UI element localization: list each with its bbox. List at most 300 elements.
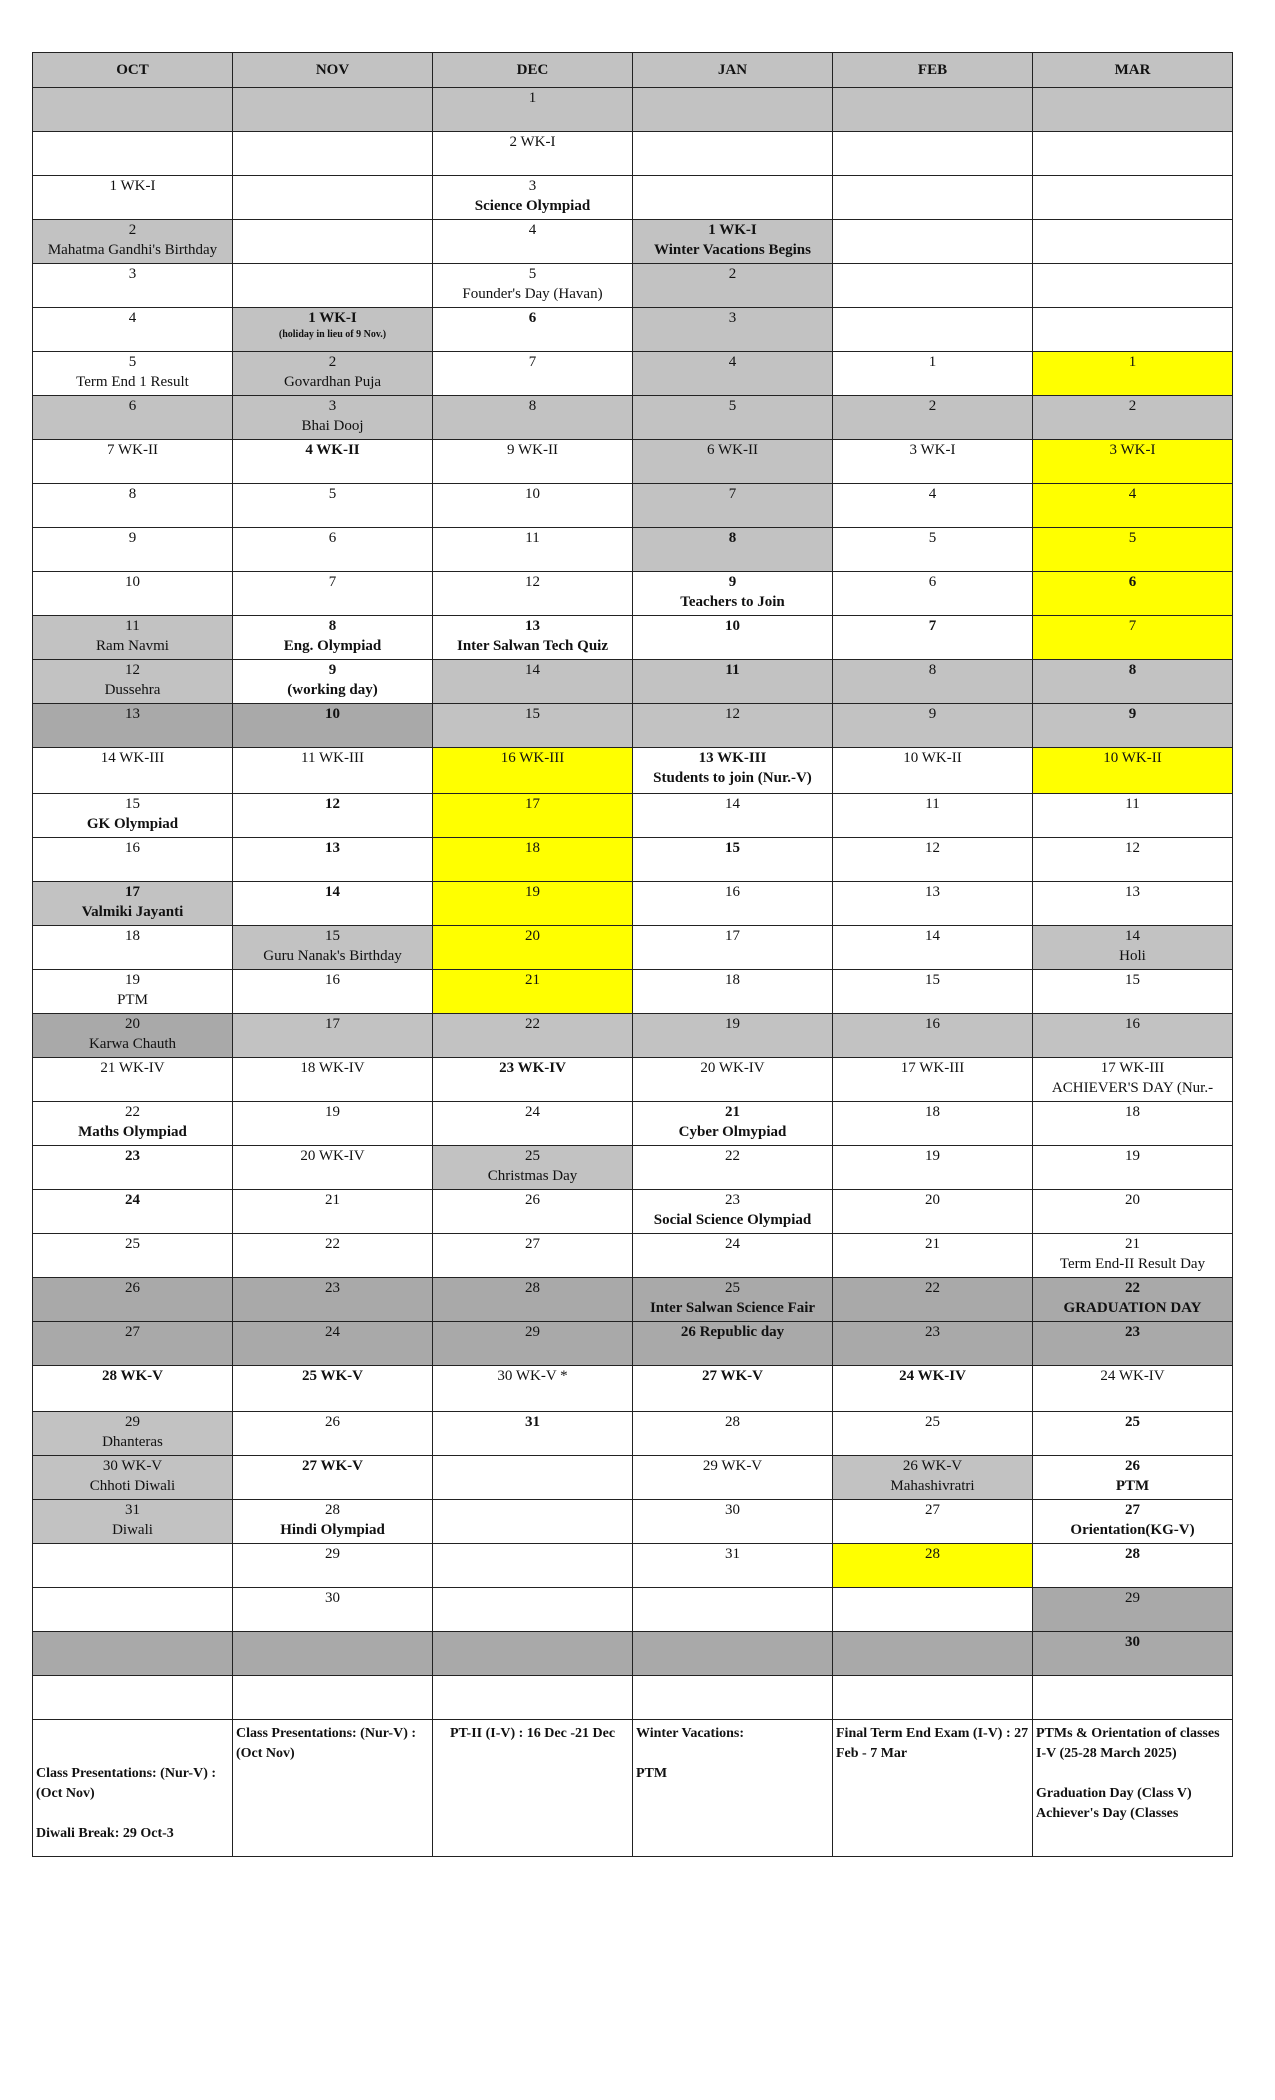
day-cell-oct xyxy=(33,1278,233,1322)
day-number: 25 xyxy=(525,1148,540,1164)
summary-cell-dec: PT-II (I-V) : 16 Dec -21 Dec xyxy=(433,1720,633,1857)
day-cell-mar xyxy=(1033,1014,1233,1058)
day-cell-oct xyxy=(33,572,233,616)
day-number: 29 xyxy=(125,1414,140,1430)
summary-cell-feb: Final Term End Exam (I-V) : 27 Feb - 7 Mar xyxy=(833,1720,1033,1857)
day-cell-dec xyxy=(433,308,633,352)
day-number: 3 xyxy=(328,398,337,414)
day-cell-jan xyxy=(633,794,833,838)
day-cell-dec xyxy=(433,1102,633,1146)
day-number: 30 WK-V * xyxy=(497,1368,568,1384)
day-number: 8 xyxy=(728,530,737,546)
day-cell-jan xyxy=(633,1676,833,1720)
day-cell-oct xyxy=(33,352,233,396)
day-cell-oct xyxy=(33,1588,233,1632)
calendar-row xyxy=(33,352,1233,396)
day-cell-dec xyxy=(433,882,633,926)
summary-cell-nov: Class Presentations: (Nur-V) : (Oct Nov) xyxy=(233,1720,433,1857)
day-cell-feb xyxy=(833,1412,1033,1456)
day-number: 18 xyxy=(1125,1104,1140,1120)
day-cell-dec xyxy=(433,748,633,794)
day-number: 1 WK-I xyxy=(109,178,156,194)
day-number: 12 xyxy=(125,662,140,678)
event-label: GK Olympiad xyxy=(86,816,179,832)
day-cell-jan xyxy=(633,264,833,308)
day-cell-jan xyxy=(633,528,833,572)
day-cell-jan xyxy=(633,704,833,748)
day-cell-jan xyxy=(633,132,833,176)
day-cell-mar xyxy=(1033,1102,1233,1146)
summary-cell-mar: PTMs & Orientation of classes I-V (25-28 March 2025) Graduation Day (Class V) Achiever's Day (Classes xyxy=(1033,1720,1233,1857)
day-cell-mar xyxy=(1033,1322,1233,1366)
day-cell-mar xyxy=(1033,1676,1233,1720)
event-label: Holi xyxy=(1119,948,1146,964)
event-label: (working day) xyxy=(287,682,378,698)
day-number: 16 xyxy=(125,840,140,856)
day-cell-dec xyxy=(433,1058,633,1102)
day-number: 23 WK-IV xyxy=(499,1060,566,1076)
day-number: 2 xyxy=(728,266,737,282)
calendar-row xyxy=(33,1146,1233,1190)
day-cell-nov xyxy=(233,484,433,528)
day-cell-mar xyxy=(1033,838,1233,882)
day-number: 12 xyxy=(725,706,740,722)
day-number: 6 xyxy=(528,310,537,326)
day-number: 1 xyxy=(928,354,937,370)
day-number: 3 xyxy=(128,266,137,282)
day-number: 27 xyxy=(525,1236,540,1252)
day-cell-mar xyxy=(1033,572,1233,616)
day-number: 18 WK-IV xyxy=(300,1060,365,1076)
event-label: Karwa Chauth xyxy=(88,1036,177,1052)
day-number: 17 xyxy=(125,884,140,900)
day-number: 23 xyxy=(125,1148,140,1164)
event-label: Dhanteras xyxy=(102,1434,163,1450)
day-cell-mar xyxy=(1033,1366,1233,1412)
day-cell-dec xyxy=(433,660,633,704)
day-number: 19 xyxy=(1125,1148,1140,1164)
calendar-row xyxy=(33,616,1233,660)
day-cell-jan xyxy=(633,838,833,882)
day-number: 11 xyxy=(1125,796,1140,812)
day-number: 7 xyxy=(528,354,537,370)
summary-cell-jan: Winter Vacations: PTM xyxy=(633,1720,833,1857)
event-label: Term End-II Result Day xyxy=(1059,1256,1206,1272)
day-number: 17 WK-III xyxy=(900,1060,965,1076)
day-cell-mar xyxy=(1033,528,1233,572)
day-number: 16 xyxy=(925,1016,940,1032)
day-number: 15 xyxy=(925,972,940,988)
academic-calendar-table xyxy=(32,52,1233,1857)
day-number: 28 WK-V xyxy=(102,1368,163,1384)
day-number: 23 xyxy=(1125,1324,1140,1340)
day-number: 5 xyxy=(528,266,537,282)
day-number: 11 xyxy=(525,530,540,546)
day-cell-oct xyxy=(33,484,233,528)
day-cell-mar xyxy=(1033,1412,1233,1456)
day-number: 20 xyxy=(125,1016,140,1032)
event-label: Christmas Day xyxy=(487,1168,578,1184)
day-cell-jan xyxy=(633,748,833,794)
day-number: 29 xyxy=(1125,1590,1140,1606)
day-cell-dec xyxy=(433,926,633,970)
day-number: 22 xyxy=(925,1280,940,1296)
day-number: 22 xyxy=(1125,1280,1140,1296)
calendar-row xyxy=(33,1676,1233,1720)
day-cell-oct xyxy=(33,176,233,220)
day-cell-dec xyxy=(433,1234,633,1278)
day-number: 7 xyxy=(328,574,337,590)
calendar-row xyxy=(33,572,1233,616)
day-number: 12 xyxy=(925,840,940,856)
day-cell-feb xyxy=(833,1588,1033,1632)
day-number: 28 xyxy=(325,1502,340,1518)
event-label: Students to join (Nur.-V) xyxy=(653,770,812,786)
day-number: 13 xyxy=(525,618,540,634)
day-cell-mar xyxy=(1033,396,1233,440)
day-number: 2 xyxy=(128,222,137,238)
day-cell-oct xyxy=(33,220,233,264)
calendar-row xyxy=(33,1102,1233,1146)
calendar-row xyxy=(33,1234,1233,1278)
day-cell-mar xyxy=(1033,1544,1233,1588)
day-cell-jan xyxy=(633,970,833,1014)
day-number: 30 WK-V xyxy=(102,1458,163,1474)
day-cell-dec xyxy=(433,1190,633,1234)
day-cell-feb xyxy=(833,572,1033,616)
event-label: ACHIEVER'S DAY (Nur.- xyxy=(1051,1080,1214,1096)
day-cell-feb xyxy=(833,838,1033,882)
day-number: 16 xyxy=(1125,1016,1140,1032)
day-cell-mar xyxy=(1033,176,1233,220)
day-cell-nov xyxy=(233,440,433,484)
day-cell-dec xyxy=(433,396,633,440)
day-number: 23 xyxy=(925,1324,940,1340)
day-cell-dec xyxy=(433,484,633,528)
day-cell-jan xyxy=(633,1322,833,1366)
day-number: 20 xyxy=(925,1192,940,1208)
day-cell-nov xyxy=(233,1676,433,1720)
day-cell-dec xyxy=(433,440,633,484)
day-number: 12 xyxy=(1125,840,1140,856)
day-number: 24 WK-IV xyxy=(899,1368,966,1384)
day-cell-feb xyxy=(833,528,1033,572)
day-cell-nov xyxy=(233,1366,433,1412)
day-cell-nov xyxy=(233,1500,433,1544)
day-number: 26 xyxy=(125,1280,140,1296)
day-cell-nov xyxy=(233,660,433,704)
calendar-row xyxy=(33,748,1233,794)
day-cell-jan xyxy=(633,1632,833,1676)
day-number: 7 xyxy=(928,618,937,634)
day-cell-mar xyxy=(1033,616,1233,660)
day-number: 24 xyxy=(725,1236,740,1252)
day-number: 20 xyxy=(525,928,540,944)
day-cell-mar xyxy=(1033,660,1233,704)
calendar-row xyxy=(33,838,1233,882)
day-number: 20 WK-IV xyxy=(700,1060,765,1076)
day-cell-nov xyxy=(233,1234,433,1278)
day-cell-feb xyxy=(833,484,1033,528)
day-number: 27 xyxy=(925,1502,940,1518)
day-number: 2 xyxy=(328,354,337,370)
day-number: 24 xyxy=(125,1192,140,1208)
day-number: 26 WK-V xyxy=(902,1458,963,1474)
day-number: 9 xyxy=(1128,706,1137,722)
day-cell-nov xyxy=(233,704,433,748)
day-cell-mar xyxy=(1033,308,1233,352)
day-cell-feb xyxy=(833,1234,1033,1278)
calendar-row xyxy=(33,1544,1233,1588)
day-cell-mar xyxy=(1033,132,1233,176)
day-number: 7 xyxy=(728,486,737,502)
day-cell-oct xyxy=(33,1632,233,1676)
event-label: Maths Olympiad xyxy=(78,1124,187,1140)
day-cell-nov xyxy=(233,1588,433,1632)
day-cell-jan xyxy=(633,1058,833,1102)
day-number: 10 WK-II xyxy=(903,750,962,766)
day-number: 9 xyxy=(128,530,137,546)
day-cell-feb xyxy=(833,926,1033,970)
day-number: 31 xyxy=(725,1546,740,1562)
event-label: Ram Navmi xyxy=(96,638,169,654)
day-cell-nov xyxy=(233,838,433,882)
day-number: 12 xyxy=(325,796,340,812)
day-cell-jan xyxy=(633,1190,833,1234)
day-number: 19 xyxy=(325,1104,340,1120)
day-number: 15 xyxy=(725,840,740,856)
day-number: 26 xyxy=(1125,1458,1140,1474)
day-cell-feb xyxy=(833,660,1033,704)
day-cell-mar xyxy=(1033,352,1233,396)
day-number: 9 xyxy=(728,574,737,590)
event-label: Eng. Olympiad xyxy=(283,638,382,654)
day-cell-feb xyxy=(833,176,1033,220)
day-cell-mar xyxy=(1033,1588,1233,1632)
month-header-dec: DEC xyxy=(433,53,633,88)
day-cell-nov xyxy=(233,1544,433,1588)
day-cell-dec xyxy=(433,1588,633,1632)
calendar-row xyxy=(33,220,1233,264)
calendar-row xyxy=(33,794,1233,838)
day-number: 9 xyxy=(328,662,337,678)
day-number: 8 xyxy=(928,662,937,678)
day-cell-dec xyxy=(433,528,633,572)
day-cell-oct xyxy=(33,396,233,440)
day-cell-mar xyxy=(1033,704,1233,748)
day-number: 15 xyxy=(525,706,540,722)
day-number: 12 xyxy=(525,574,540,590)
day-cell-jan xyxy=(633,1412,833,1456)
day-cell-dec xyxy=(433,1322,633,1366)
day-cell-dec xyxy=(433,1278,633,1322)
day-cell-mar xyxy=(1033,1456,1233,1500)
calendar-row xyxy=(33,308,1233,352)
summary-cell-oct: Class Presentations: (Nur-V) : (Oct Nov) Diwali Break: 29 Oct-3 xyxy=(33,1720,233,1857)
day-number: 21 xyxy=(325,1192,340,1208)
day-number: 25 xyxy=(925,1414,940,1430)
day-number: 5 xyxy=(328,486,337,502)
day-cell-feb xyxy=(833,1544,1033,1588)
day-cell-nov xyxy=(233,1278,433,1322)
calendar-row xyxy=(33,88,1233,132)
day-number: 13 xyxy=(1125,884,1140,900)
day-cell-oct xyxy=(33,1412,233,1456)
day-number: 24 WK-IV xyxy=(1100,1368,1165,1384)
calendar-row xyxy=(33,1014,1233,1058)
day-number: 25 xyxy=(125,1236,140,1252)
event-label: (holiday in lieu of 9 Nov.) xyxy=(278,329,387,340)
day-number: 13 xyxy=(325,840,340,856)
day-number: 22 xyxy=(525,1016,540,1032)
day-cell-jan xyxy=(633,1278,833,1322)
day-cell-oct xyxy=(33,1102,233,1146)
day-cell-jan xyxy=(633,572,833,616)
day-cell-jan xyxy=(633,1102,833,1146)
day-cell-oct xyxy=(33,1014,233,1058)
day-cell-dec xyxy=(433,132,633,176)
day-cell-mar xyxy=(1033,440,1233,484)
day-cell-oct xyxy=(33,308,233,352)
day-cell-feb xyxy=(833,1500,1033,1544)
day-number: 4 xyxy=(1128,486,1137,502)
day-number: 25 WK-V xyxy=(302,1368,363,1384)
day-number: 15 xyxy=(325,928,340,944)
day-cell-mar xyxy=(1033,1190,1233,1234)
day-cell-oct xyxy=(33,616,233,660)
day-number: 15 xyxy=(1125,972,1140,988)
day-number: 28 xyxy=(725,1414,740,1430)
day-cell-dec xyxy=(433,838,633,882)
day-number: 25 xyxy=(725,1280,740,1296)
day-cell-dec xyxy=(433,1366,633,1412)
day-number: 14 WK-III xyxy=(100,750,165,766)
day-cell-feb xyxy=(833,220,1033,264)
day-number: 14 xyxy=(1125,928,1140,944)
event-label: Winter Vacations Begins xyxy=(654,242,811,258)
day-number: 14 xyxy=(325,884,340,900)
day-cell-nov xyxy=(233,132,433,176)
day-cell-jan xyxy=(633,660,833,704)
day-number: 9 WK-II xyxy=(507,442,558,458)
day-number: 1 xyxy=(528,90,537,106)
day-number: 16 xyxy=(725,884,740,900)
day-cell-oct xyxy=(33,1366,233,1412)
day-cell-feb xyxy=(833,616,1033,660)
day-number: 30 xyxy=(1125,1634,1140,1650)
day-number: 10 xyxy=(125,574,140,590)
day-number: 20 WK-IV xyxy=(300,1148,365,1164)
day-cell-nov xyxy=(233,1632,433,1676)
day-number: 13 xyxy=(125,706,140,722)
day-cell-jan xyxy=(633,1366,833,1412)
day-cell-feb xyxy=(833,1366,1033,1412)
day-number: 16 xyxy=(325,972,340,988)
day-number: 31 xyxy=(525,1414,540,1430)
day-cell-feb xyxy=(833,132,1033,176)
calendar-row xyxy=(33,484,1233,528)
day-cell-oct xyxy=(33,748,233,794)
day-number: 17 xyxy=(725,928,740,944)
day-cell-oct xyxy=(33,1234,233,1278)
day-cell-jan xyxy=(633,220,833,264)
day-cell-dec xyxy=(433,616,633,660)
day-cell-nov xyxy=(233,1456,433,1500)
event-label: Dussehra xyxy=(104,682,161,698)
day-cell-feb xyxy=(833,440,1033,484)
day-number: 14 xyxy=(725,796,740,812)
day-cell-oct xyxy=(33,1500,233,1544)
day-cell-nov xyxy=(233,1058,433,1102)
day-number: 6 xyxy=(128,398,137,414)
calendar-row xyxy=(33,132,1233,176)
day-number: 5 xyxy=(928,530,937,546)
day-cell-dec xyxy=(433,1544,633,1588)
day-number: 4 xyxy=(128,310,137,326)
event-label: PTM xyxy=(117,992,148,1008)
day-cell-jan xyxy=(633,1500,833,1544)
calendar-row xyxy=(33,264,1233,308)
day-cell-mar xyxy=(1033,220,1233,264)
day-cell-oct xyxy=(33,1456,233,1500)
day-number: 1 WK-I xyxy=(708,222,757,238)
day-number: 5 xyxy=(1128,530,1137,546)
day-number: 21 xyxy=(725,1104,740,1120)
day-cell-mar xyxy=(1033,970,1233,1014)
calendar-row xyxy=(33,882,1233,926)
calendar-row xyxy=(33,1322,1233,1366)
day-number: 27 WK-V xyxy=(702,1368,763,1384)
day-number: 3 WK-I xyxy=(909,442,956,458)
day-number: 1 WK-I xyxy=(308,310,357,326)
day-cell-oct xyxy=(33,970,233,1014)
day-cell-mar xyxy=(1033,794,1233,838)
event-label: Teachers to Join xyxy=(680,594,785,610)
day-number: 3 WK-I xyxy=(1109,442,1156,458)
month-header-row xyxy=(33,53,1233,88)
day-cell-oct xyxy=(33,882,233,926)
day-number: 6 WK-II xyxy=(707,442,758,458)
day-cell-dec xyxy=(433,704,633,748)
day-number: 13 xyxy=(925,884,940,900)
day-cell-dec xyxy=(433,1632,633,1676)
day-cell-mar xyxy=(1033,1278,1233,1322)
day-number: 17 xyxy=(525,796,540,812)
day-cell-feb xyxy=(833,1278,1033,1322)
day-number: 7 xyxy=(1128,618,1137,634)
event-label: Term End 1 Result xyxy=(76,374,189,390)
day-cell-mar xyxy=(1033,926,1233,970)
day-number: 22 xyxy=(125,1104,140,1120)
day-cell-oct xyxy=(33,88,233,132)
day-number: 11 xyxy=(125,618,140,634)
day-cell-jan xyxy=(633,616,833,660)
day-number: 14 xyxy=(925,928,940,944)
day-cell-nov xyxy=(233,748,433,794)
day-cell-jan xyxy=(633,308,833,352)
day-number: 18 xyxy=(725,972,740,988)
day-number: 23 xyxy=(725,1192,740,1208)
day-cell-jan xyxy=(633,926,833,970)
day-cell-dec xyxy=(433,1456,633,1500)
event-label: Founder's Day (Havan) xyxy=(462,286,603,302)
day-cell-nov xyxy=(233,572,433,616)
day-cell-dec xyxy=(433,1500,633,1544)
day-number: 29 xyxy=(325,1546,340,1562)
day-cell-feb xyxy=(833,352,1033,396)
day-cell-feb xyxy=(833,1058,1033,1102)
calendar-row xyxy=(33,660,1233,704)
